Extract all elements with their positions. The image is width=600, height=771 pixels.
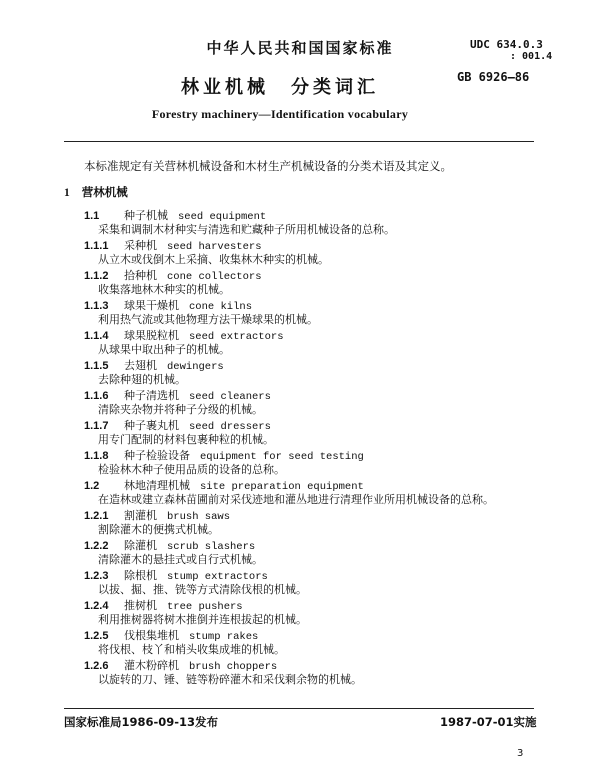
entry-number: 1.2.1 — [84, 510, 109, 522]
entry-number: 1.1 — [84, 210, 100, 222]
section-heading — [64, 184, 128, 200]
entry-term-en: cone kilns — [189, 301, 253, 313]
entry-term-cn: 球果脱粒机 — [124, 329, 179, 342]
entry-term-cn: 推树机 — [124, 599, 157, 612]
entry-term-en: seed harvesters — [167, 241, 262, 253]
entry-term-cn: 林地清理机械 — [124, 479, 190, 492]
entry-definition: 采集和调制木材种实与清选和贮藏种子所用机械设备的总称。 — [98, 223, 395, 236]
entry-number: 1.2.5 — [84, 630, 109, 642]
section-title: 营林机械 — [81, 185, 128, 199]
entry-number: 1.1.5 — [84, 360, 109, 372]
entry-definition: 从立木或伐倒木上采摘、收集林木种实的机械。 — [98, 253, 329, 266]
entry-term-cn: 种子清选机 — [124, 389, 179, 402]
entry-term-cn: 拾种机 — [124, 269, 157, 282]
effective-date: 1987-07-01实施 — [440, 715, 537, 729]
entry-definition: 以拔、掘、推、铣等方式清除伐根的机械。 — [98, 583, 307, 596]
entry-definition: 收集落地林木种实的机械。 — [98, 283, 230, 296]
entry-number: 1.1.1 — [84, 240, 109, 252]
footer-divider — [64, 708, 534, 709]
udc-code-line1: UDC 634.0.3 — [470, 38, 543, 51]
entry-definition: 用专门配制的材料包裹种粒的机械。 — [98, 433, 274, 446]
entry-number: 1.2.2 — [84, 540, 109, 552]
header-divider — [64, 141, 534, 142]
entry-term-en: dewingers — [167, 361, 224, 373]
entry-term-en: seed equipment — [178, 211, 267, 223]
entry-term-cn: 采种机 — [124, 239, 157, 252]
issue-date: 国家标准局1986-09-13发布 — [64, 715, 219, 729]
entry-term-cn: 伐根集堆机 — [124, 629, 179, 642]
standard-body: 中华人民共和国国家标准 — [206, 39, 394, 57]
entry-number: 1.1.8 — [84, 450, 109, 462]
entry-term-en: stump rakes — [189, 631, 259, 643]
entry-term-cn: 除根机 — [124, 569, 157, 582]
entry-number: 1.1.6 — [84, 390, 109, 402]
entry-number: 1.2.6 — [84, 660, 109, 672]
entry-number: 1.1.7 — [84, 420, 109, 432]
entry-term-cn: 割灌机 — [124, 509, 157, 522]
entry-number: 1.2.3 — [84, 570, 109, 582]
entry-term-en: seed cleaners — [189, 391, 271, 403]
entry-term-en: tree pushers — [167, 601, 243, 613]
intro-paragraph: 本标准规定有关营林机械设备和木材生产机械设备的分类术语及其定义。 — [84, 159, 452, 173]
entry-number: 1.2 — [84, 480, 100, 492]
entry-term-cn: 球果干燥机 — [124, 299, 179, 312]
gb-number: GB 6926—86 — [457, 70, 530, 84]
entry-term-en: cone collectors — [167, 271, 262, 283]
entry-definition: 割除灌木的便携式机械。 — [98, 523, 219, 536]
entry-term-cn: 灌木粉碎机 — [124, 659, 179, 672]
entry-term-en: scrub slashers — [167, 541, 256, 553]
entry-definition: 利用推树器将树木推倒并连根拔起的机械。 — [98, 613, 307, 626]
entry-term-cn: 种子裹丸机 — [124, 419, 179, 432]
entry-definition: 检验林木种子使用品质的设备的总称。 — [98, 463, 285, 476]
entry-term-en: site preparation equipment — [200, 481, 364, 493]
udc-code-line2: : 001.4 — [510, 51, 553, 62]
entry-term-en: brush choppers — [189, 661, 278, 673]
entry-term-cn: 种子检验设备 — [124, 449, 190, 462]
entry-definition: 将伐根、枝丫和梢头收集成堆的机械。 — [98, 643, 285, 656]
entry-number: 1.1.2 — [84, 270, 109, 282]
entry-term-en: stump extractors — [167, 571, 268, 583]
entry-number: 1.1.3 — [84, 300, 109, 312]
entry-definition: 清除灌木的悬挂式或自行式机械。 — [98, 553, 263, 566]
entry-definition: 从球果中取出种子的机械。 — [98, 343, 230, 356]
section-number: 1 — [64, 187, 70, 199]
entry-definition: 利用热气流或其他物理方法干燥球果的机械。 — [98, 313, 318, 326]
entry-term-cn: 去翅机 — [124, 359, 157, 372]
entry-term-en: seed extractors — [189, 331, 284, 343]
entry-definition: 清除夹杂物并将种子分级的机械。 — [98, 403, 263, 416]
page-number: 3 — [517, 748, 524, 759]
entry-term-cn: 除灌机 — [124, 539, 157, 552]
title-english: Forestry machinery—Identification vocabulary — [151, 107, 409, 121]
entry-term-en: equipment for seed testing — [200, 451, 364, 463]
entry-term-cn: 种子机械 — [124, 209, 168, 222]
entry-term-en: brush saws — [167, 511, 231, 523]
entry-definition: 去除种翅的机械。 — [98, 373, 186, 386]
entry-definition: 在造林或建立森林苗圃前对采伐迹地和灌丛地进行清理作业所用机械设备的总称。 — [98, 493, 494, 506]
entry-term-en: seed dressers — [189, 421, 271, 433]
entry-number: 1.2.4 — [84, 600, 109, 612]
title-chinese: 林业机械 分类词汇 — [181, 77, 379, 98]
entry-number: 1.1.4 — [84, 330, 109, 342]
entry-definition: 以旋转的刀、锤、链等粉碎灌木和采伐剩余物的机械。 — [98, 673, 362, 686]
